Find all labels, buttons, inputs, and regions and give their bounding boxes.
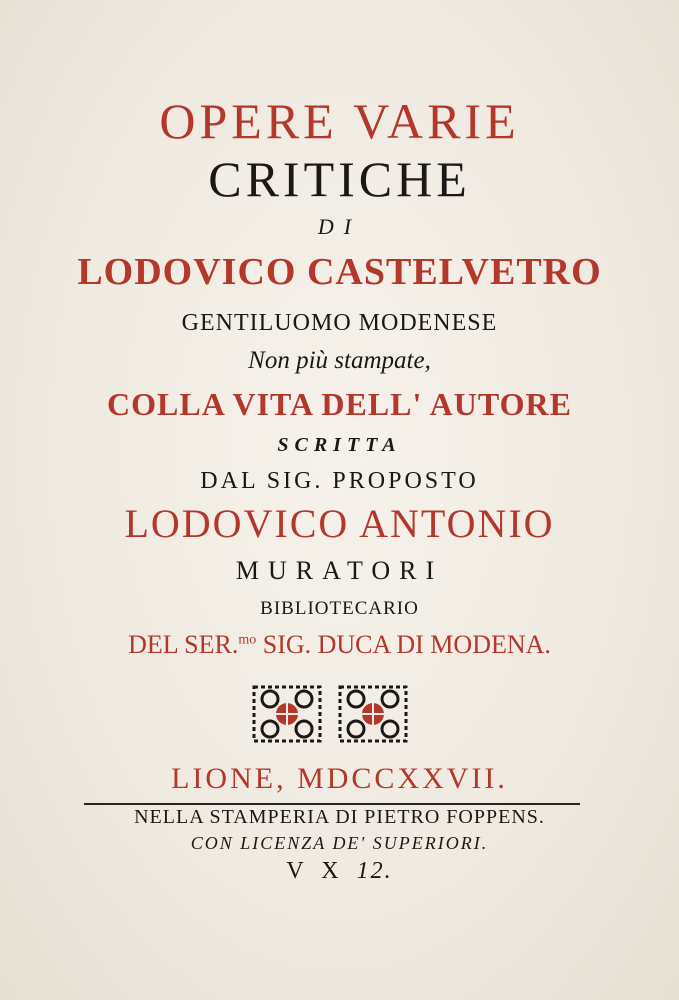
license-line: CON LICENZA DE' SUPERIORI. (190, 833, 489, 853)
duke-superscript: mo (238, 632, 257, 648)
imprint-place-date: LIONE, MDCCXXVII. (171, 762, 508, 795)
by-line: DAL SIG. PROPOSTO (200, 468, 479, 494)
ornament-left-icon (254, 687, 320, 741)
printer-line: NELLA STAMPERIA DI PIETRO FOPPENS. (134, 806, 545, 828)
printers-ornament (250, 683, 410, 745)
title-line-3: DI (317, 214, 362, 239)
ornament-right-icon (340, 687, 406, 741)
shelfmark-handwritten: 12. (356, 858, 393, 884)
title-line-2: CRITICHE (208, 151, 471, 207)
shelfmark (0, 858, 679, 885)
shelfmark-printed: V X (286, 858, 345, 884)
author-name: LODOVICO CASTELVETRO (77, 251, 602, 293)
duke-line (0, 630, 679, 660)
editor-name: LODOVICO ANTONIO (124, 501, 555, 546)
publication-note: Non più stampate, (248, 347, 431, 374)
editor-surname: MURATORI (235, 556, 444, 585)
life-line: COLLA VITA DELL' AUTORE (107, 386, 572, 422)
duke-prefix: DEL SER. (128, 630, 239, 659)
imprint-rule (84, 803, 580, 805)
title-line-1: OPERE VARIE (159, 93, 520, 149)
editor-role: BIBLIOTECARIO (260, 598, 419, 619)
written-line: SCRITTA (277, 434, 402, 456)
duke-suffix: SIG. DUCA DI MODENA. (256, 630, 551, 659)
author-description: GENTILUOMO MODENESE (181, 310, 498, 336)
